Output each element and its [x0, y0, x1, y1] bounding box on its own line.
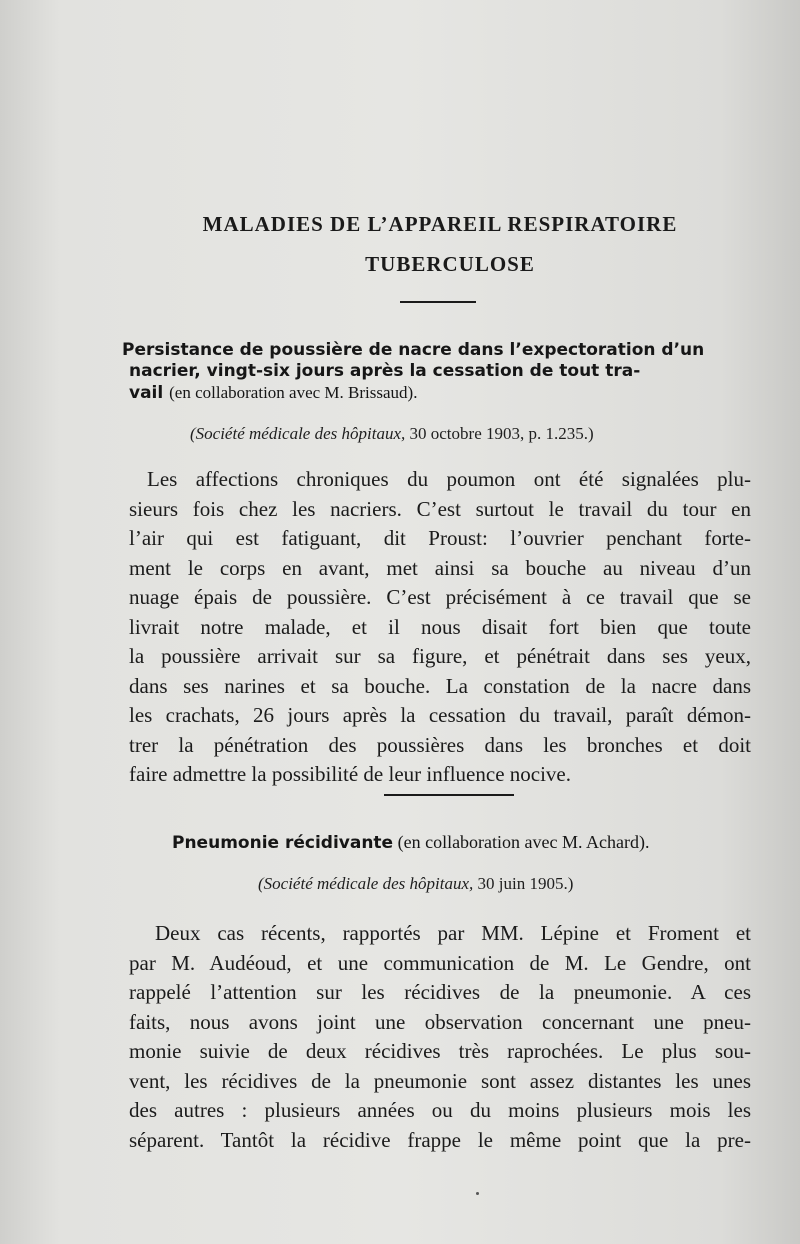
- article2-collab: (en collaboration avec M. Achard).: [393, 832, 650, 852]
- text-line: monie suivie de deux récidives très raprochées. Le plus sou-: [129, 1039, 751, 1063]
- section-divider: [400, 301, 476, 303]
- text-line: faire admettre la possibilité de leur influence nocive.: [129, 762, 571, 786]
- article1-title-line: nacrier, vingt-six jours après la cessation de tout tra-: [129, 361, 641, 381]
- text-line: des autres : plusieurs années ou du moins plusieurs mois les: [129, 1098, 751, 1122]
- section-heading: MALADIES DE L’APPAREIL RESPIRATOIRE: [202, 212, 678, 236]
- article2-citation: [258, 874, 573, 894]
- article1-paragraph: [129, 465, 751, 790]
- text-line: livrait notre malade, et il nous disait fort bien que toute: [129, 614, 751, 639]
- text-line: les crachats, 26 jours après la cessation du travail, paraît démon-: [129, 703, 751, 727]
- citation-date: 30 octobre 1903, p. 1.235.): [405, 424, 594, 443]
- text-line: faits, nous avons joint une observation concernant une pneu-: [129, 1009, 751, 1034]
- text-line: trer la pénétration des poussières dans les bronches et doit: [129, 732, 751, 757]
- article1-title-line: [122, 382, 762, 404]
- article-divider: [384, 794, 514, 796]
- text-line: par M. Audéoud, et une communication de M. Le Gendre, ont: [129, 950, 751, 975]
- text-line: la poussière arrivait sur sa figure, et pénétrait dans ses yeux,: [129, 644, 751, 668]
- section-subheading: TUBERCULOSE: [365, 252, 535, 276]
- text-line: vent, les récidives de la pneumonie sont assez distantes les unes: [129, 1068, 751, 1093]
- article2-title: [172, 832, 650, 853]
- article1-title-line-end: vail: [129, 383, 164, 403]
- text-line: séparent. Tantôt la récidive frappe le même point que la pre-: [129, 1127, 751, 1152]
- citation-journal: (Société médicale des hôpitaux,: [190, 424, 406, 443]
- article1-title: [122, 340, 762, 404]
- text-line: nuage épais de poussière. C’est précisément à ce travail que se: [129, 585, 751, 609]
- article2-title-text: Pneumonie récidivante: [172, 833, 394, 853]
- print-speck: [476, 1192, 479, 1195]
- text-line: sieurs fois chez les nacriers. C’est surtout le travail du tour en: [129, 496, 751, 521]
- text-line: Les affections chroniques du poumon ont été signalées plu-: [147, 467, 751, 491]
- text-line: dans ses narines et sa bouche. La constation de la nacre dans: [129, 673, 751, 698]
- article2-paragraph: [129, 919, 751, 1155]
- article1-citation: [190, 424, 594, 444]
- article1-collab: (en collaboration avec M. Brissaud).: [169, 383, 418, 402]
- citation-date: 30 juin 1905.): [473, 874, 574, 893]
- citation-journal: (Société médicale des hôpitaux,: [258, 874, 474, 893]
- article1-title-line: Persistance de poussière de nacre dans l’expectoration d’un: [122, 340, 705, 360]
- text-line: Deux cas récents, rapportés par MM. Lépine et Froment et: [155, 921, 751, 945]
- text-line: l’air qui est fatiguant, dit Proust: l’ouvrier penchant forte-: [129, 526, 751, 550]
- text-line: ment le corps en avant, met ainsi sa bouche au niveau d’un: [129, 555, 751, 580]
- text-line: rappelé l’attention sur les récidives de la pneumonie. A ces: [129, 980, 751, 1004]
